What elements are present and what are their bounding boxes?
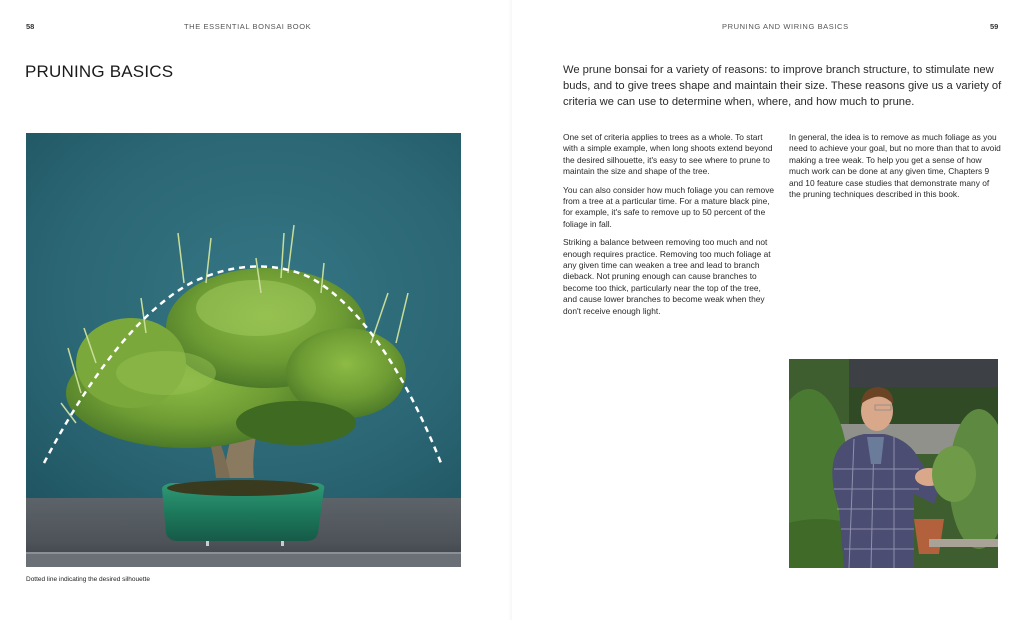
pot-foot bbox=[206, 541, 209, 546]
table-front bbox=[26, 554, 461, 567]
running-head-right: PRUNING AND WIRING BASICS bbox=[722, 22, 849, 31]
body-paragraph: In general, the idea is to remove as much foliage as you need to achieve your goal, but no more than that to avoid making a tree weak. To help you get a sense of how much work can be done at any given time, Chapters 9 and 10 feature case studies that demonstrate many of the pruning techniques described in this book. bbox=[789, 132, 1001, 200]
clay-pot bbox=[914, 519, 944, 554]
foliage-highlight bbox=[196, 280, 316, 336]
foliage-mass bbox=[236, 401, 356, 445]
foliage-highlight bbox=[116, 351, 216, 395]
soil bbox=[167, 480, 319, 496]
body-paragraph: You can also consider how much foliage you can remove from a tree at a particular time. For a mature black pine, for example, it's safe to remove up to 50 percent of the foliage in fall. bbox=[563, 184, 775, 229]
bonsai-photo bbox=[26, 133, 461, 567]
bench bbox=[929, 539, 998, 547]
body-column-1 bbox=[563, 132, 775, 324]
bonsai-illustration bbox=[26, 133, 461, 567]
lead-paragraph: We prune bonsai for a variety of reasons: to improve branch structure, to stimulate new buds, and to give trees shape and maintain their size. These reasons give us a variety of criteria we can use to determine when, where, and how much to prune. bbox=[563, 64, 1002, 108]
gardener-illustration bbox=[789, 359, 998, 568]
table-edge-highlight bbox=[26, 552, 461, 554]
body-paragraph: Striking a balance between removing too much and not enough requires practice. Removing too much foliage at any given time can weaken a tree and lead to branch dieback. Not pruning enough can cause branches to become too thick, particularly near the top of the tree, and cause lower branches to become weak when they don't receive enough light. bbox=[563, 237, 771, 316]
body-paragraph: One set of criteria applies to trees as a whole. To start with a simple example, when long shoots extend beyond the desired silhouette, it's easy to see where to prune to maintain the size and shape of the tree. bbox=[563, 132, 773, 177]
page-number-left: 58 bbox=[26, 22, 35, 31]
page-title: PRUNING BASICS bbox=[25, 62, 174, 81]
shade-cloth bbox=[849, 359, 998, 387]
running-head-left: THE ESSENTIAL BONSAI BOOK bbox=[184, 22, 312, 31]
page-number-right: 59 bbox=[990, 22, 999, 31]
photo-caption: Dotted line indicating the desired silhouette bbox=[26, 576, 150, 583]
right-page bbox=[512, 0, 1024, 620]
gardener-photo bbox=[789, 359, 998, 568]
pot-foot bbox=[281, 541, 284, 546]
small-bonsai bbox=[932, 446, 976, 502]
body-column-2 bbox=[789, 132, 1001, 207]
